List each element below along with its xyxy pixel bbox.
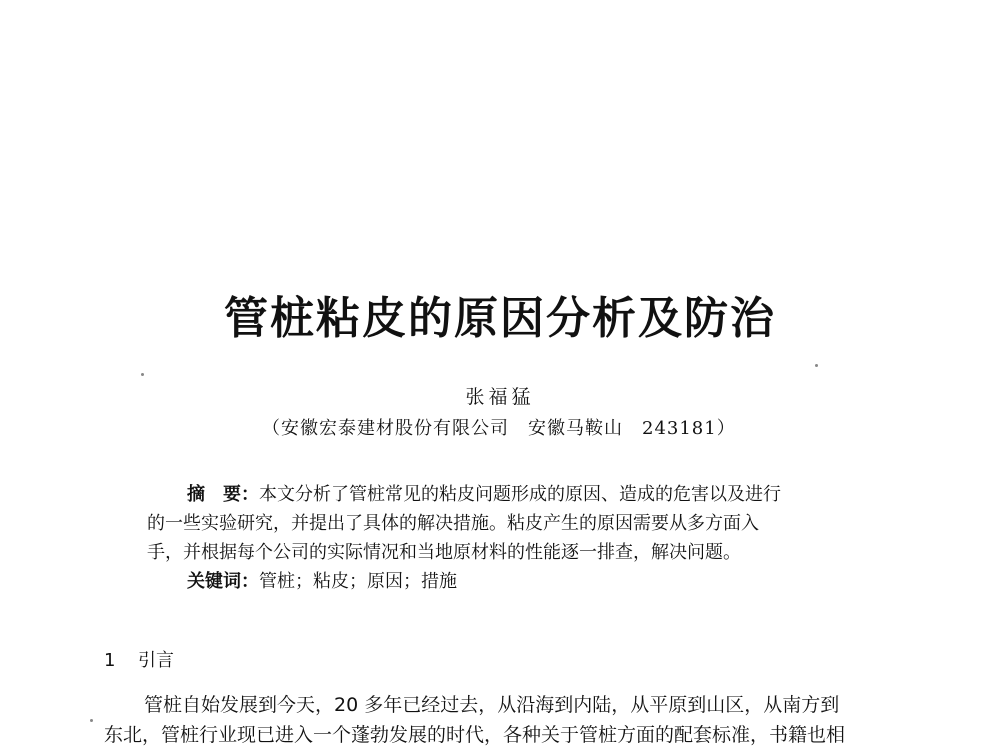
- scan-speck: [815, 364, 818, 367]
- body-line-1: 管桩自始发展到今天，20 多年已经过去，从沿海到内陆，从平原到山区，从南方到: [144, 694, 840, 716]
- keywords-text: 管桩；粘皮；原因；措施: [259, 571, 457, 592]
- abstract-label: 摘 要：: [187, 484, 259, 505]
- keywords-line: [147, 567, 867, 596]
- abstract-line-1: [147, 480, 867, 509]
- section-title: 引言: [138, 650, 174, 671]
- section-number: 1: [104, 650, 116, 671]
- keywords-label: 关键词：: [187, 571, 259, 592]
- section-heading: [104, 646, 174, 672]
- author-affiliation: （安徽宏泰建材股份有限公司 安徽马鞍山 243181）: [262, 418, 736, 439]
- section-body: [104, 690, 914, 750]
- abstract-text-1: 本文分析了管桩常见的粘皮问题形成的原因、造成的危害以及进行: [259, 484, 781, 505]
- abstract-block: [147, 480, 867, 596]
- abstract-line-2: 的一些实验研究，并提出了具体的解决措施。粘皮产生的原因需要从多方面入: [147, 513, 759, 534]
- article-title: 管桩粘皮的原因分析及防治: [224, 293, 776, 344]
- body-line-2: 东北，管桩行业现已进入一个蓬勃发展的时代，各种关于管桩方面的配套标准，书籍也相: [104, 724, 846, 746]
- scan-speck: [141, 373, 144, 376]
- abstract-line-3: 手，并根据每个公司的实际情况和当地原材料的性能逐一排查，解决问题。: [147, 542, 741, 563]
- author-name: 张福猛: [465, 386, 535, 408]
- scan-speck: [90, 719, 93, 722]
